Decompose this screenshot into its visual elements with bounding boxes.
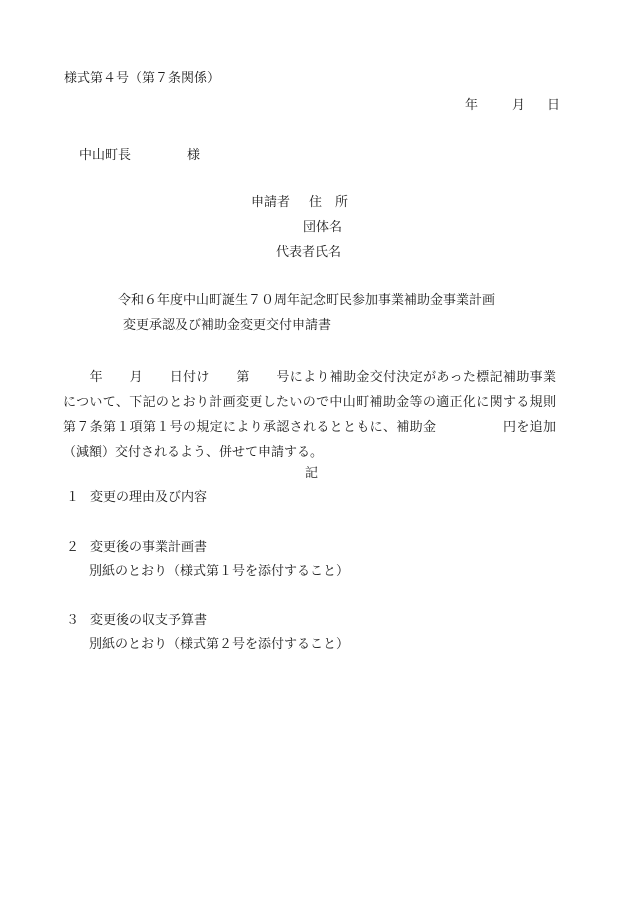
list-item [66, 491, 207, 504]
list-item [66, 614, 207, 627]
item-note: 別紙のとおり（様式第２号を添付すること） [89, 637, 350, 652]
item-label: 変更の理由及び内容 [90, 490, 208, 505]
date-day-label: 日 [547, 98, 561, 113]
applicant-label: 申請者 [251, 195, 291, 210]
address-label: 住 所 [309, 195, 349, 210]
body-line: 年 月 日付け 第 号により補助金交付決定があった標記補助事業 [63, 370, 556, 385]
item-label: 変更後の収支予算書 [90, 613, 208, 628]
date-month-label: 月 [512, 98, 526, 113]
body-line: 第７条第１項第１号の規定により承認されるとともに、補助金 円を追加 [63, 420, 556, 435]
organization-label: 団体名 [303, 220, 343, 235]
body-paragraph [63, 365, 556, 465]
document-title-line2: 変更承認及び補助金変更交付申請書 [123, 318, 332, 333]
representative-label: 代表者氏名 [276, 245, 342, 260]
ki-heading: 記 [305, 466, 319, 481]
addressee [79, 149, 200, 162]
document-title-line1: 令和６年度中山町誕生７０周年記念町民参加事業補助金事業計画 [118, 293, 496, 308]
form-number: 様式第４号（第７条関係） [64, 71, 221, 86]
body-line: （減額）交付されるよう、併せて申請する。 [63, 445, 324, 460]
addressee-name: 中山町長 [79, 148, 132, 163]
date-year-label: 年 [465, 98, 479, 113]
item-number: ３ [66, 613, 80, 628]
addressee-honorific: 様 [187, 148, 201, 163]
body-line: について、下記のとおり計画変更したいので中山町補助金等の適正化に関する規則 [63, 395, 556, 410]
list-item [66, 541, 207, 554]
date-line [465, 99, 560, 112]
item-number: ２ [66, 540, 80, 555]
item-note: 別紙のとおり（様式第１号を添付すること） [89, 564, 350, 579]
applicant-block [251, 196, 348, 209]
item-number: １ [66, 490, 80, 505]
item-label: 変更後の事業計画書 [90, 540, 208, 555]
